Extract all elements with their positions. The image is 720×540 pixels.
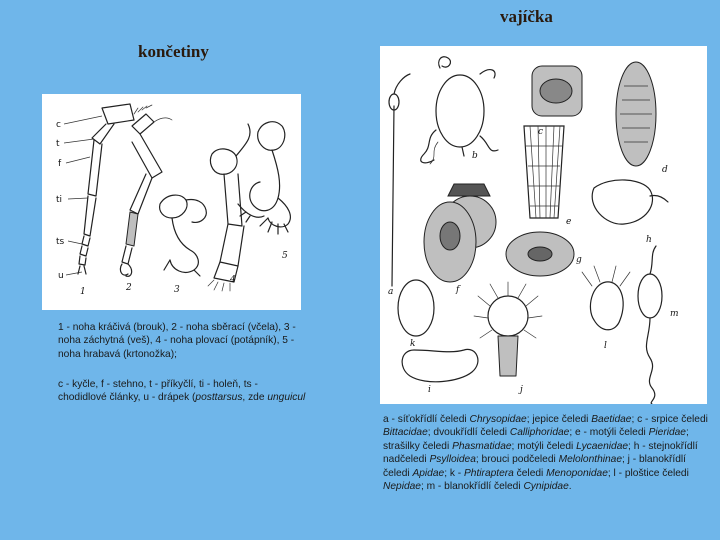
- eggs-caption-taxon: Lycaenidae: [576, 440, 629, 452]
- eggs-caption-taxon: Melolonthinae: [558, 454, 623, 466]
- leg-part-label: u: [58, 271, 64, 281]
- eggs-caption-taxon: Chrysopidae: [469, 414, 527, 425]
- egg-g-drawing: [506, 232, 574, 276]
- egg-l-drawing: [582, 266, 630, 330]
- egg-letter-label: e: [566, 217, 572, 227]
- eggs-caption-taxon: Cynipidae: [523, 481, 569, 493]
- leg-number-label: 1: [80, 287, 86, 297]
- leg-number-label: 5: [282, 251, 288, 261]
- egg-d-drawing: [616, 62, 656, 166]
- eggs-caption-text: čeledi: [513, 467, 547, 479]
- legs-parts-text: , zde: [242, 392, 268, 404]
- egg-letter-label: k: [410, 339, 416, 349]
- eggs-caption-text: ; e - motýli čeledi: [569, 427, 649, 439]
- eggs-caption-text: ; l - ploštice čeledi: [607, 467, 689, 479]
- egg-letter-label: h: [646, 235, 652, 245]
- leg-part-label: ti: [56, 195, 63, 205]
- leg-part-label: ts: [56, 237, 65, 247]
- eggs-caption-taxon: Phasmatidae: [452, 440, 512, 452]
- eggs-caption-taxon: Menoponidae: [546, 467, 608, 479]
- egg-letter-label: c: [538, 127, 544, 137]
- egg-letter-label: j: [520, 385, 523, 395]
- eggs-caption-taxon: Calliphoridae: [509, 427, 570, 439]
- egg-letter-label: f: [456, 285, 460, 295]
- egg-letter-label: g: [576, 255, 582, 265]
- eggs-caption-text: .: [568, 481, 572, 493]
- leg-number-label: 4: [230, 275, 236, 285]
- leg-number-label: 2: [126, 283, 132, 293]
- eggs-caption-text: ; j - blanokřídlí čeledi: [383, 454, 686, 479]
- eggs-illustration: [380, 46, 707, 404]
- leg-number-label: 3: [174, 285, 180, 295]
- eggs-figure: [380, 46, 707, 404]
- egg-a-drawing: [389, 74, 410, 286]
- egg-j-drawing: [474, 282, 542, 376]
- legs-illustration: [42, 94, 301, 310]
- leg-swimming-drawing: [208, 124, 250, 291]
- legs-title: končetiny: [138, 42, 209, 61]
- legs-types-caption: 1 - noha kráčivá (brouk), 2 - noha sběrací (včela), 3 - noha záchytná (veš), 4 - noha plovací (potápník), 5 - noha hrabavá (krtonožka);: [58, 322, 296, 360]
- eggs-caption-taxon: Baetidae: [591, 414, 632, 425]
- eggs-caption-taxon: Psylloidea: [429, 454, 476, 466]
- egg-m-drawing: [638, 246, 662, 404]
- egg-h-drawing: [592, 180, 668, 224]
- eggs-caption-text: ; dvoukřídlí čeledi: [427, 427, 510, 439]
- legs-figure: [42, 94, 301, 310]
- eggs-caption-text: a - síťokřídlí čeledi: [383, 414, 470, 425]
- eggs-title: vajíčka: [500, 7, 553, 26]
- eggs-caption-taxon: Bittacidae: [383, 427, 428, 439]
- leg-part-label: c: [56, 120, 61, 130]
- egg-i-drawing: [402, 349, 478, 381]
- leg-digging-drawing: [238, 122, 290, 234]
- eggs-caption-taxon: Phtiraptera: [464, 467, 514, 479]
- eggs-caption-text: ; m - blanokřídlí čeledi: [420, 481, 524, 493]
- legs-parts-term: unguicul: [267, 392, 306, 404]
- leg-part-label: f: [58, 159, 62, 169]
- legs-parts-text: c - kyčle, f - stehno, t - příkyčlí, ti - holeň, ts - chodidlové články, u - drápek (: [58, 379, 258, 404]
- legs-parts-caption: [58, 378, 308, 405]
- eggs-caption: [383, 413, 708, 493]
- eggs-caption-taxon: Apidae: [412, 467, 445, 479]
- egg-e-drawing: [524, 126, 564, 218]
- eggs-caption-text: ; jepice čeledi: [526, 414, 592, 425]
- egg-letter-label: d: [662, 165, 668, 175]
- eggs-caption-text: ; h - stejnokřídlí nadčeledi: [383, 440, 698, 466]
- eggs-caption-text: ; brouci podčeledi: [475, 454, 559, 466]
- egg-letter-label: i: [428, 385, 431, 395]
- legs-parts-term: posttarsus: [195, 392, 243, 404]
- leg-collecting-drawing: [120, 105, 172, 276]
- egg-letter-label: m: [670, 309, 679, 319]
- egg-f-drawing: [424, 202, 476, 282]
- eggs-caption-text: ; c - srpice čeledi: [631, 414, 708, 425]
- egg-c-drawing: [532, 66, 582, 116]
- eggs-caption-text: ; motýli čeledi: [511, 440, 577, 452]
- eggs-caption-text: ; strašilky čeledi: [383, 427, 689, 452]
- eggs-caption-taxon: Pieridae: [648, 427, 686, 439]
- eggs-caption-text: ; k -: [444, 467, 464, 479]
- egg-letter-label: b: [472, 151, 478, 161]
- egg-k-drawing: [398, 280, 434, 336]
- leg-part-label: t: [56, 139, 60, 149]
- egg-b-drawing: [421, 57, 498, 164]
- egg-letter-label: l: [604, 341, 607, 351]
- egg-letter-label: a: [388, 287, 394, 297]
- eggs-caption-taxon: Nepidae: [383, 481, 421, 493]
- leg-grasping-drawing: [160, 195, 207, 276]
